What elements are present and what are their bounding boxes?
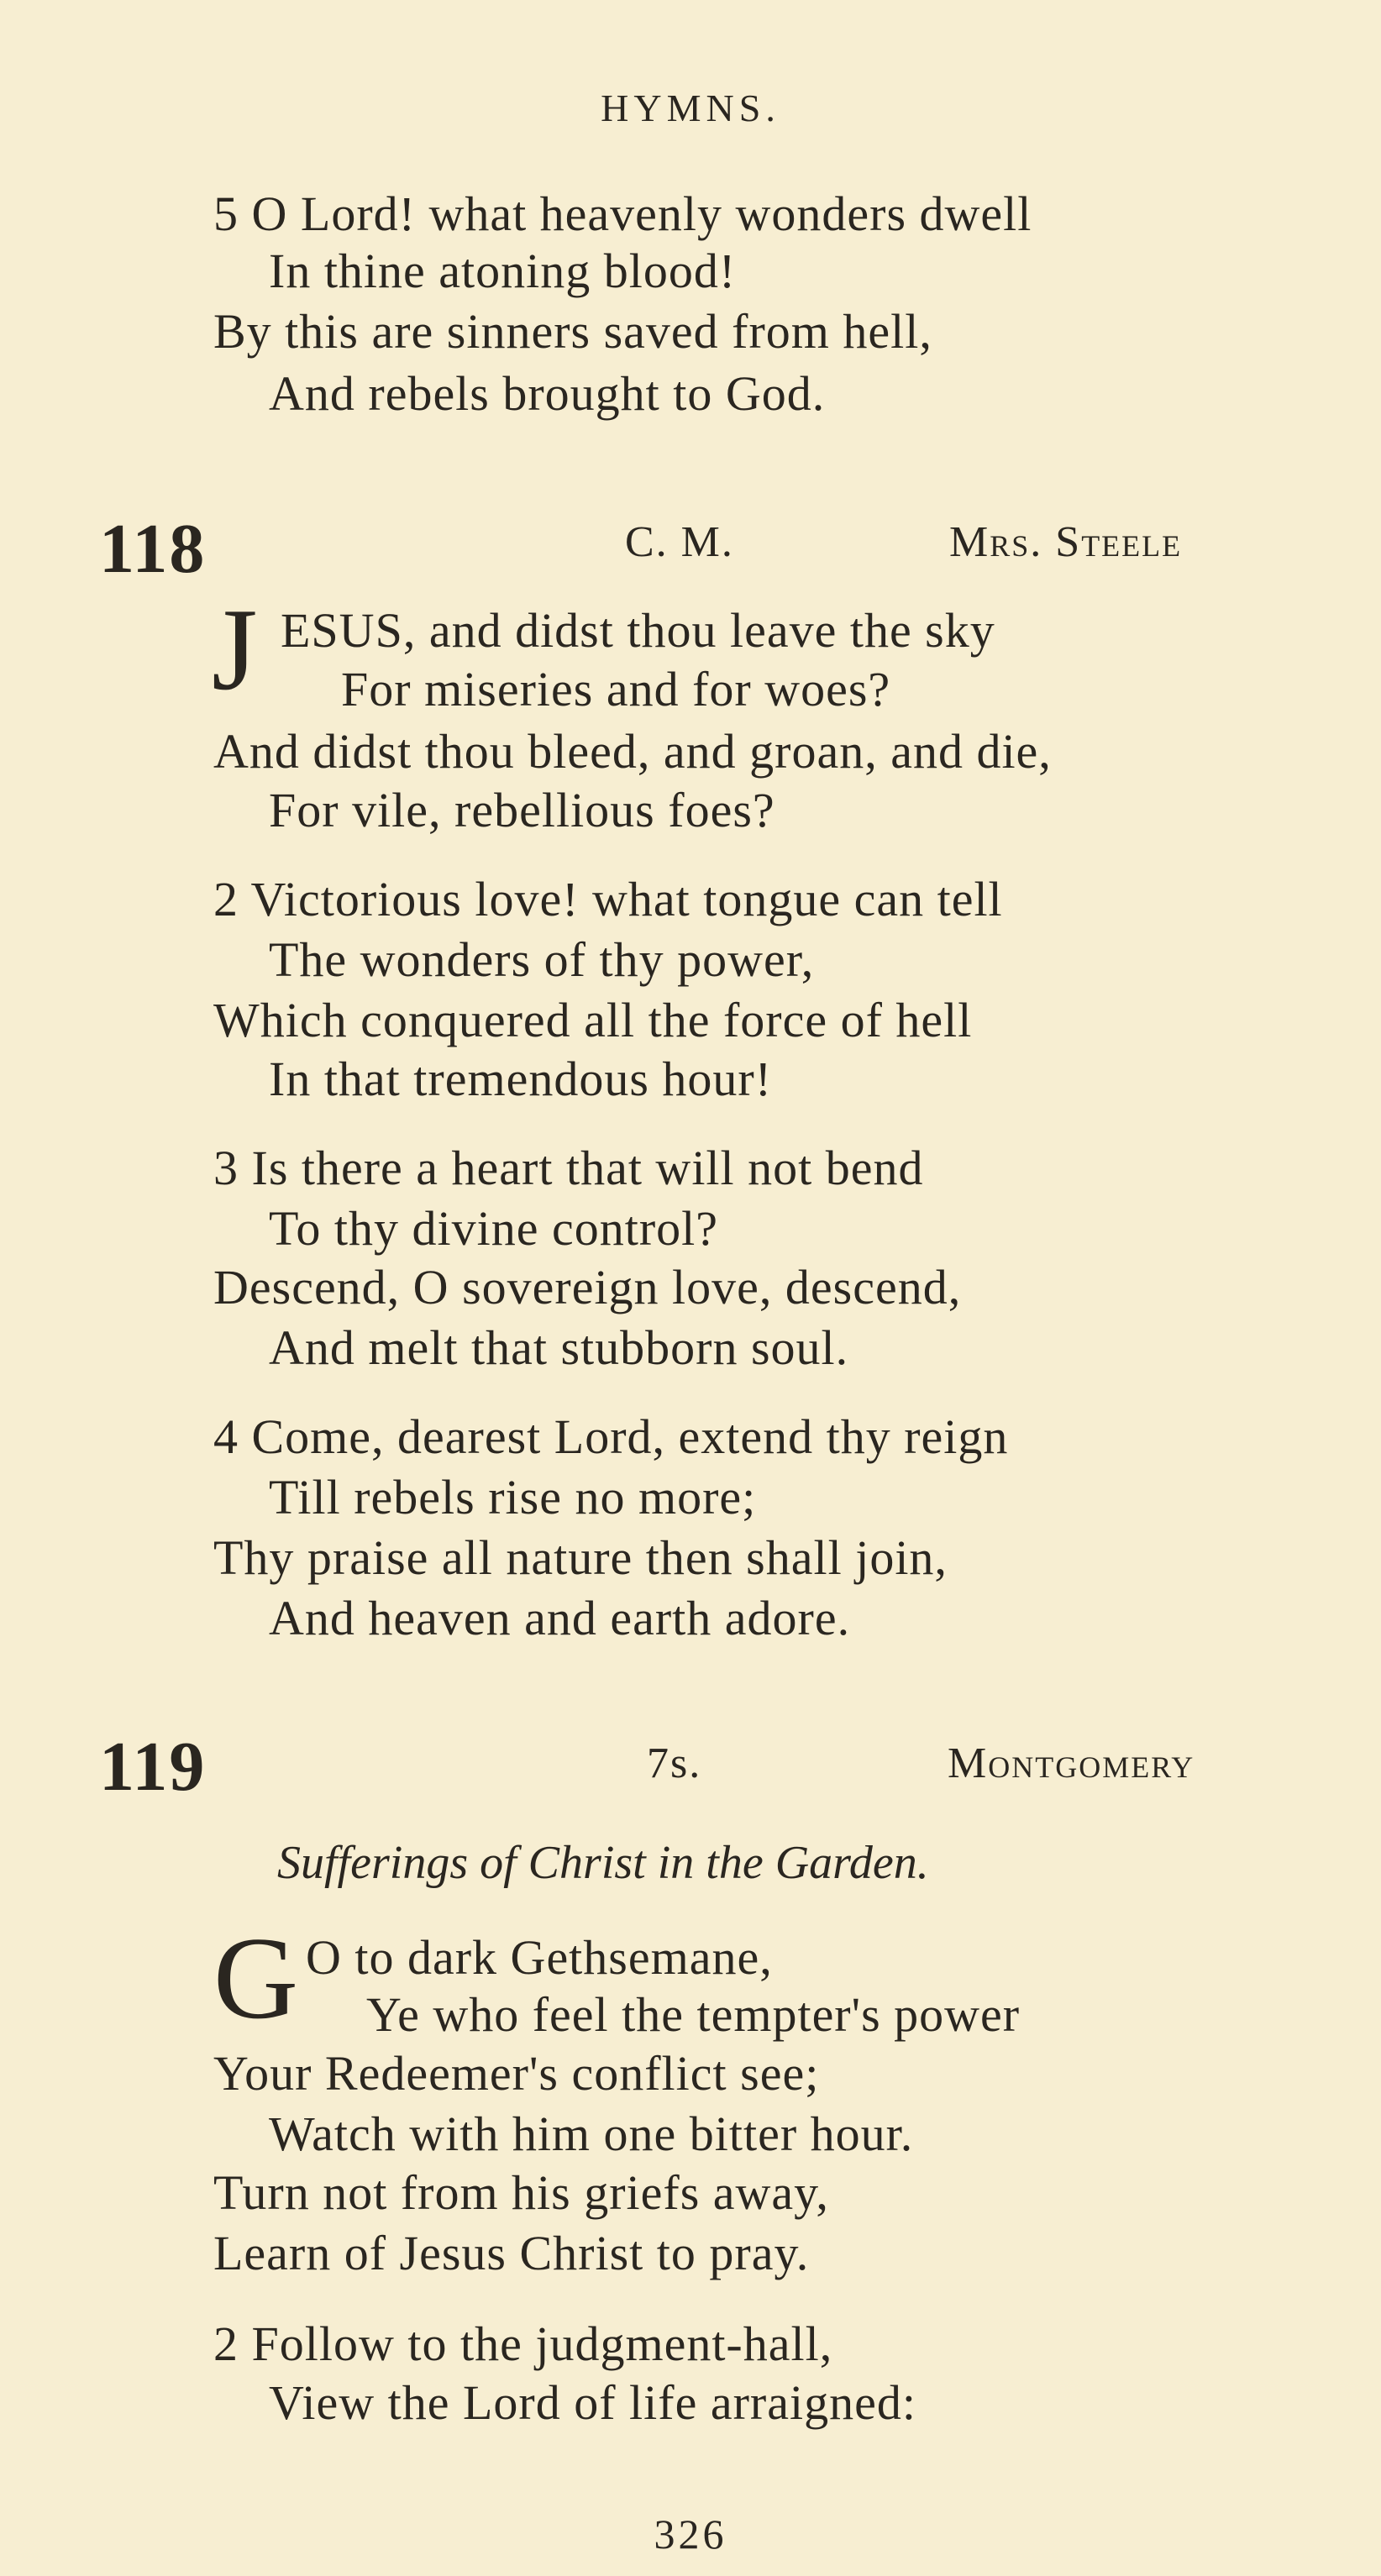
verse-line: The wonders of thy power, <box>269 932 815 987</box>
hymn-number: 118 <box>99 510 207 588</box>
hymn-author: Montgomery <box>948 1739 1195 1787</box>
verse-line: Till rebels rise no more; <box>269 1470 757 1524</box>
verse-line: Thy praise all nature then shall join, <box>213 1530 948 1585</box>
verse-line: Your Redeemer's conflict see; <box>213 2046 820 2101</box>
verse-line: Learn of Jesus Christ to pray. <box>213 2226 810 2280</box>
verse-line: And rebels brought to God. <box>269 366 826 421</box>
verse-line: And didst thou bleed, and groan, and die, <box>213 724 1052 779</box>
hymn-meter: C. M. <box>625 518 734 566</box>
verse-line: And heaven and earth adore. <box>269 1591 851 1645</box>
verse-line: Descend, O sovereign love, descend, <box>213 1260 962 1314</box>
verse-line: 2 Victorious love! what tongue can tell <box>213 872 1003 926</box>
verse-line: In thine atoning blood! <box>269 244 737 298</box>
hymn-number: 119 <box>99 1728 207 1806</box>
verse-line: By this are sinners saved from hell, <box>213 304 932 359</box>
hymn-subtitle: Sufferings of Christ in the Garden. <box>277 1837 929 1889</box>
verse-line: Watch with him one bitter hour. <box>269 2106 914 2161</box>
verse-line: For miseries and for woes? <box>341 662 891 716</box>
verse-line: 2 Follow to the judgment-hall, <box>213 2316 833 2371</box>
drop-cap: J <box>212 585 258 715</box>
running-head: HYMNS. <box>601 87 780 129</box>
verse-line: ESUS, and didst thou leave the sky <box>281 603 995 658</box>
verse-line: View the Lord of life arraigned: <box>269 2375 916 2430</box>
verse-line: To thy divine control? <box>269 1201 718 1256</box>
verse-line: 3 Is there a heart that will not bend <box>213 1141 924 1195</box>
verse-line: 4 Come, dearest Lord, extend thy reign <box>213 1409 1009 1464</box>
page-number: 326 <box>654 2510 727 2558</box>
drop-cap: G <box>213 1913 299 2043</box>
verse-line: Which conquered all the force of hell <box>213 993 973 1047</box>
verse-line: And melt that stubborn soul. <box>269 1320 849 1375</box>
verse-line: In that tremendous hour! <box>269 1052 773 1106</box>
verse-line: O to dark Gethsemane, <box>306 1930 773 1985</box>
verse-line: Ye who feel the tempter's power <box>366 1987 1021 2042</box>
verse-line: For vile, rebellious foes? <box>269 783 775 837</box>
verse-line: Turn not from his griefs away, <box>213 2165 829 2220</box>
hymn-author: Mrs. Steele <box>949 518 1183 566</box>
hymn-meter: 7s. <box>647 1739 702 1787</box>
verse-line: 5 O Lord! what heavenly wonders dwell <box>213 186 1032 241</box>
